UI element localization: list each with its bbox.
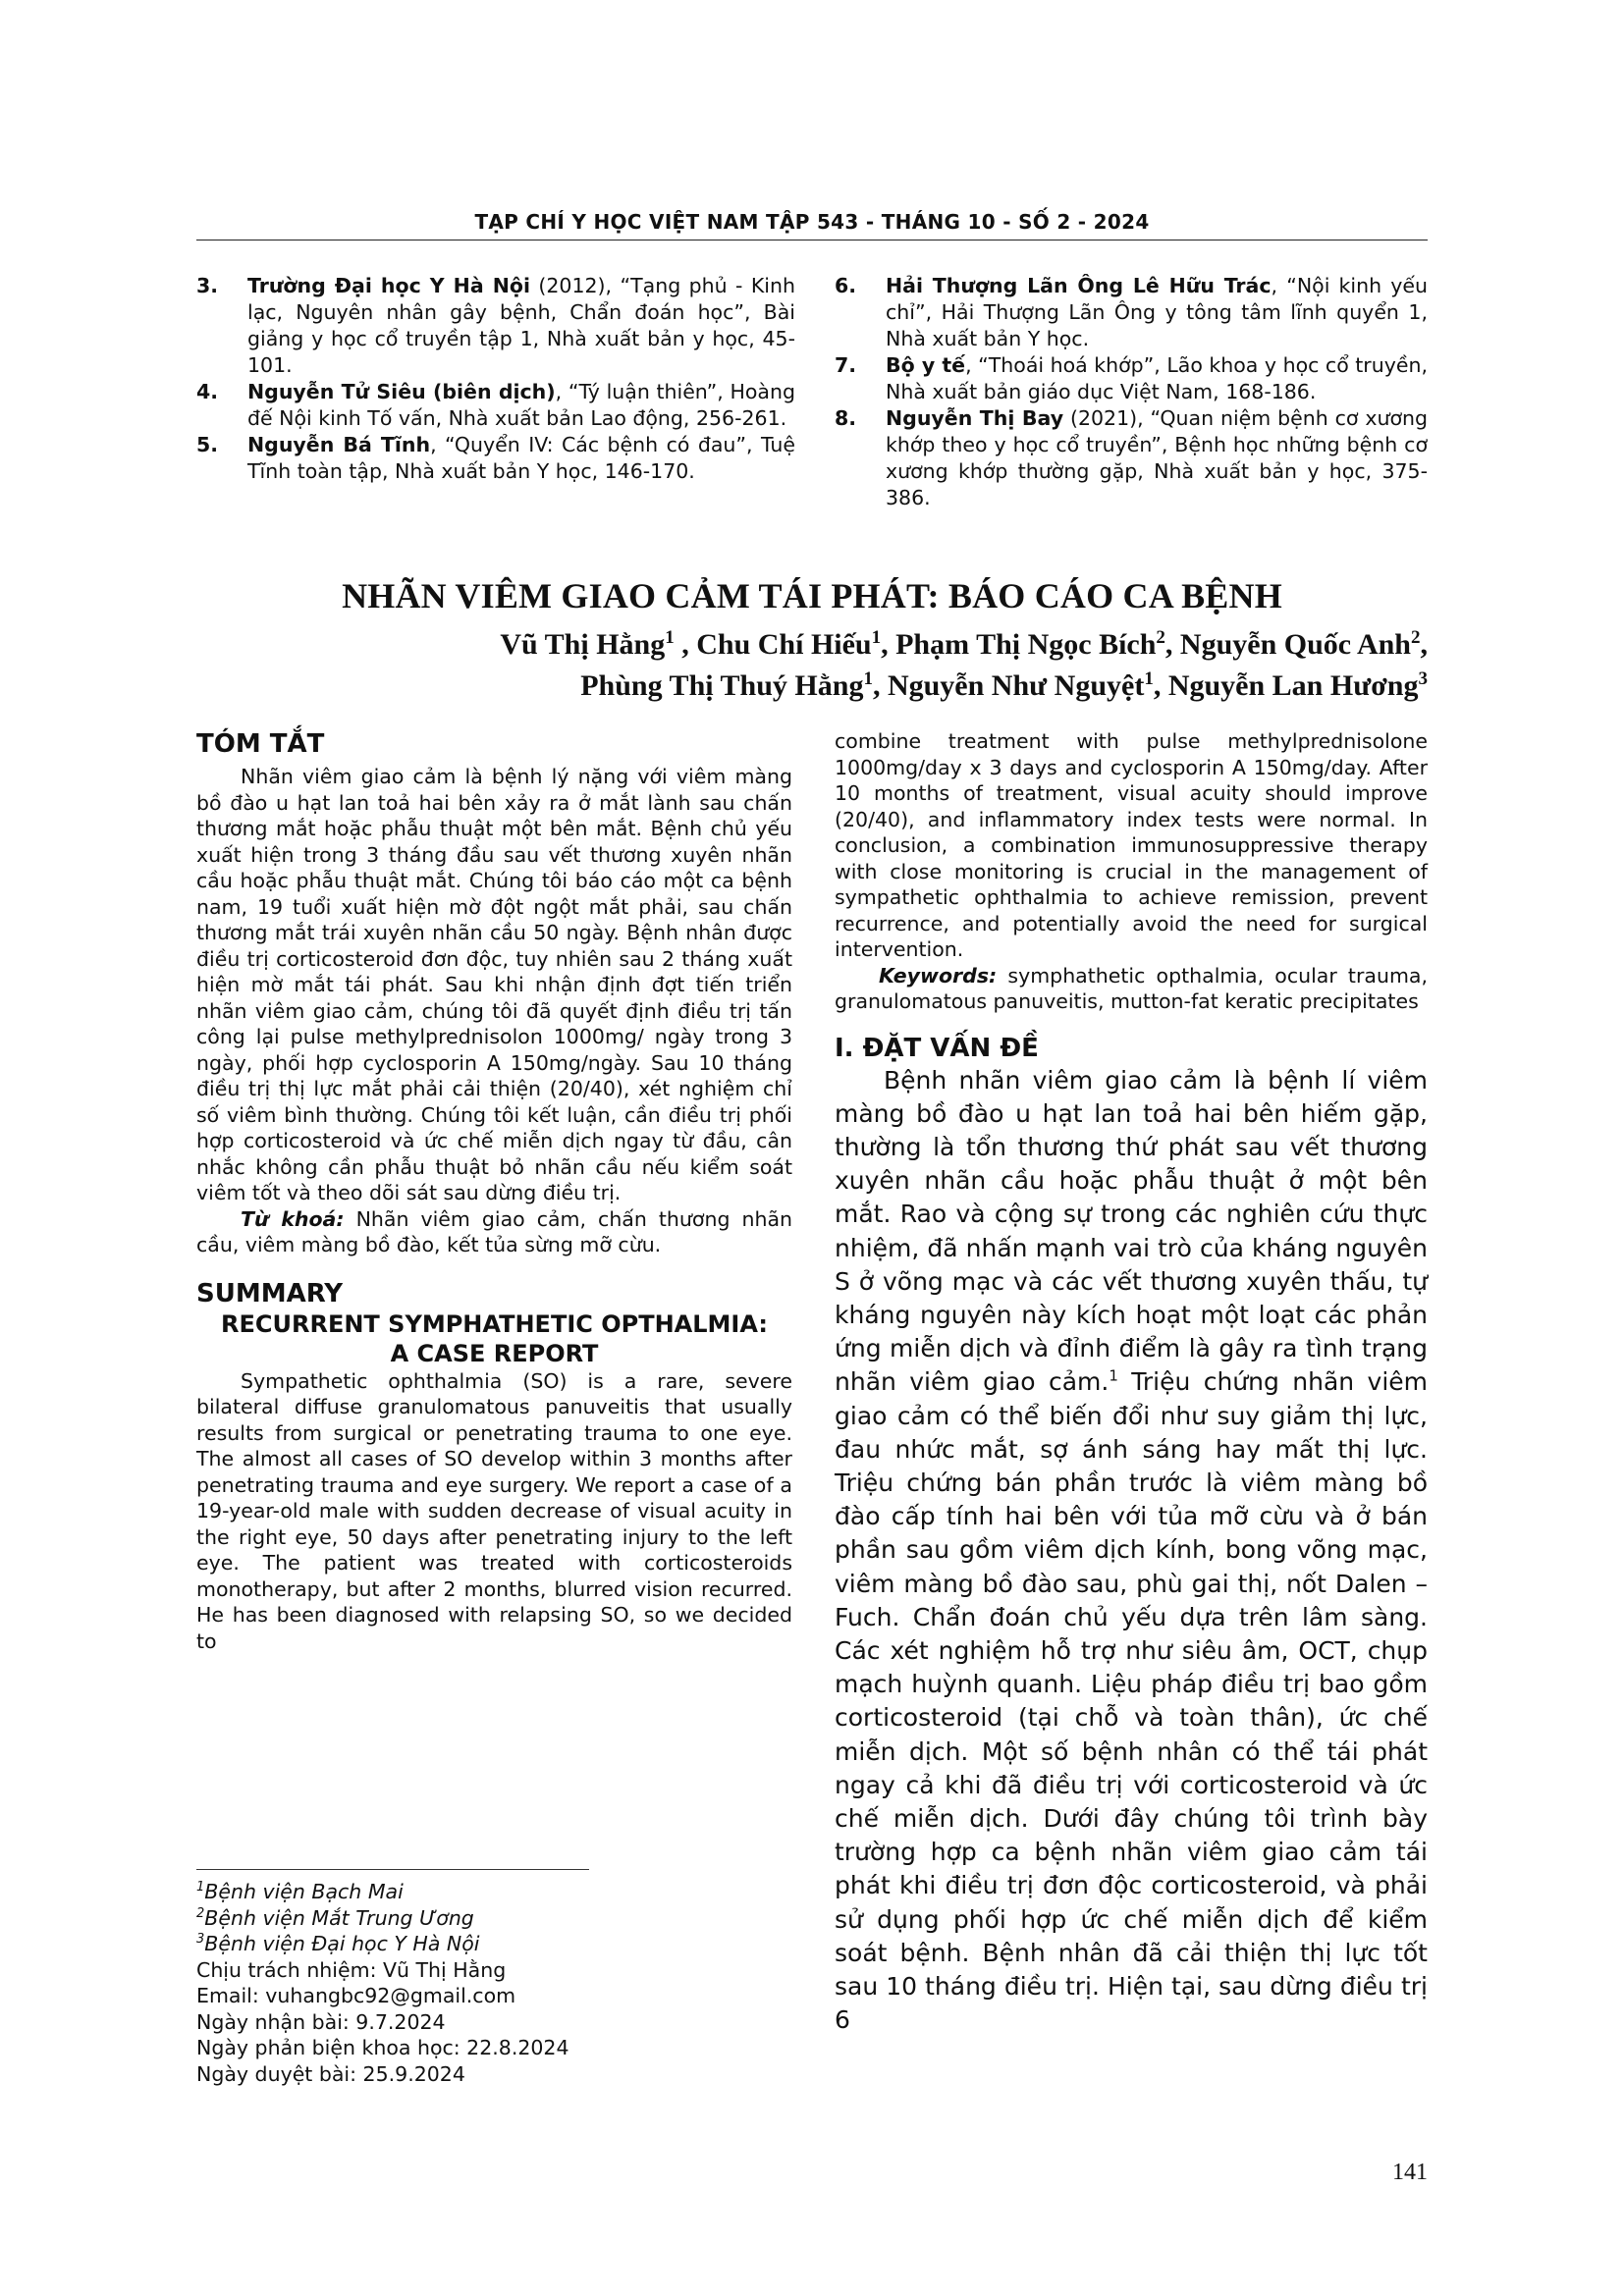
author-affiliation-mark: 3 — [1418, 668, 1428, 689]
author-affiliation-mark: 2 — [1156, 627, 1165, 648]
author-affiliation-mark: 2 — [1411, 627, 1421, 648]
reference-number: 6. — [835, 274, 857, 297]
affiliation — [196, 1905, 785, 1932]
author-name: Phùng Thị Thuý Hằng — [580, 669, 864, 702]
author-name: Nguyễn Như Nguyệt — [887, 669, 1145, 702]
reference-number: 3. — [196, 274, 219, 297]
reference-author: Trường Đại học Y Hà Nội — [247, 274, 530, 297]
reference-item — [835, 273, 1428, 352]
tom-tat-keywords — [196, 1206, 792, 1258]
summary-title-line-1: RECURRENT SYMPHATHETIC OPTHALMIA: — [221, 1309, 768, 1338]
author-affiliation-mark: 1 — [665, 627, 675, 648]
reference-author: Nguyễn Bá Tĩnh — [247, 433, 431, 456]
running-header: TẠP CHÍ Y HỌC VIỆT NAM TẬP 543 - THÁNG 10 - SỐ 2 - 2024 — [474, 210, 1150, 234]
reference-text: (2021), “Quan niệm bệnh cơ xương khớp theo y học cổ truyền”, Bệnh học những bệnh cơ xương khớp thường gặp, Nhà xuất bản y học, 375-386. — [886, 406, 1428, 509]
author-affiliation-mark: 1 — [863, 668, 873, 689]
author-separator: , — [872, 669, 888, 702]
reference-item — [196, 273, 795, 379]
received-date: Ngày nhận bài: 9.7.2024 — [196, 2009, 446, 2034]
affiliation — [196, 1931, 785, 1957]
tom-tat-body: Nhãn viêm giao cảm là bệnh lý nặng với viêm màng bồ đào u hạt lan toả hai bên xảy ra ở mắt lành sau chấn thương mắt hoặc phẫu thuật một bên mắt. Bệnh chủ yếu xuất hiện trong 3 tháng đầu sau vết thương xuyên nhãn cầu hoặc phẫu thuật mắt. Chúng tôi báo cáo một ca bệnh nam, 19 tuổi xuất hiện mờ đột ngột mắt phải, sau chấn thương mắt trái xuyên nhãn cầu 50 ngày. Bệnh nhân được điều trị corticosteroid đơn độc, tuy nhiên sau 2 tháng xuất hiện mờ mắt tái phát. Sau khi nhận định đợt tiến triển nhãn viêm giao cảm, chúng tôi đã quyết định điều trị tấn công lại pulse methylprednisolon 1000mg/ ngày trong 3 ngày, phối hợp cyclosporin A 150mg/ngày. Sau 10 tháng điều trị thị lực mắt phải cải thiện (20/40), xét nghiệm chỉ số viêm bình thường. Chúng tôi kết luận, cần điều trị phối hợp corticosteroid và ức chế miễn dịch ngay từ đầu, cân nhắc không cần phẫu thuật bỏ nhãn cầu nếu kiểm soát viêm tốt và theo dõi sát sau dừng điều trị. — [196, 765, 792, 1204]
footnotes — [196, 1879, 785, 2087]
reference-item — [835, 352, 1428, 405]
review-date: Ngày phản biện khoa học: 22.8.2024 — [196, 2036, 569, 2059]
page-number: 141 — [1392, 2160, 1428, 2185]
tom-tat-heading: TÓM TẮT — [196, 729, 325, 759]
author-name: Phạm Thị Ngọc Bích — [895, 628, 1157, 661]
affiliation-mark: 3 — [196, 1932, 205, 1948]
affiliation — [196, 1879, 785, 1905]
keywords-label: Từ khoá: — [241, 1206, 345, 1231]
references-left — [196, 273, 795, 485]
summary-heading: SUMMARY — [196, 1278, 344, 1308]
author-line-2 — [196, 669, 1428, 703]
reference-number: 8. — [835, 406, 857, 430]
references-right — [835, 273, 1428, 511]
author-line-1 — [196, 628, 1428, 662]
summary-body-left: Sympathetic ophthalmia (SO) is a rare, severe bilateral diffuse granulomatous panuveitis that usually results from surgical or penetrating trauma to one eye. The almost all cases of SO develop within 3 months after penetrating trauma and eye surgery. We report a case of a 19-year-old male with sudden decrease of visual acuity in the right eye, 50 days after penetrating injury to the left eye. The patient was treated with corticosteroids monotherapy, but after 2 months, blurred vision recurred. He has been diagnosed with relapsing SO, so we decided to — [196, 1368, 792, 1653]
author-affiliation-mark: 1 — [1144, 668, 1154, 689]
author-name: Vũ Thị Hằng — [500, 628, 666, 661]
keywords-text: Nhãn viêm giao cảm, chấn thương nhãn cầu, viêm màng bồ đào, kết tủa sừng mỡ cừu. — [196, 1206, 793, 1256]
author-name: Chu Chí Hiếu — [696, 628, 872, 661]
reference-text: , “Tý luận thiên”, Hoàng đế Nội kinh Tố vấn, Nhà xuất bản Lao động, 256-261. — [247, 380, 795, 430]
reference-text: , “Quyển IV: Các bệnh có đau”, Tuệ Tĩnh toàn tập, Nhà xuất bản Y học, 146-170. — [247, 433, 795, 483]
reference-number: 4. — [196, 380, 219, 403]
section-1-text: Triệu chứng nhãn viêm giao cảm có thể biến đổi như suy giảm thị lực, đau nhức mắt, sợ ánh sáng hay mất thị lực. Triệu chứng bán phần trước là viêm màng bồ đào cấp tính hai bên với tủa mỡ cừu và ở bán phần sau gồm viêm dịch kính, bong võng mạc, viêm màng bồ đào sau, phù gai thị, nốt Dalen – Fuch. Chẩn đoán chủ yếu dựa trên lâm sàng. Các xét nghiệm hỗ trợ như siêu âm, OCT, chụp mạch huỳnh quanh. Liệu pháp điều trị bao gồm corticosteroid (tại chỗ và toàn thân), ức chế miễn dịch. Một số bệnh nhân có thể tái phát ngay cả khi đã điều trị với corticosteroid và ức chế miễn dịch. Dưới đây chúng tôi trình bày trường hợp ca bệnh nhãn viêm giao cảm tái phát khi điều trị đơn độc corticosteroid, và phải sử dụng phối hợp ức chế miễn dịch để kiểm soát bệnh. Bệnh nhân đã cải thiện thị lực tốt sau 10 tháng điều trị. Hiện tại, sau dừng điều trị 6 — [835, 1367, 1428, 2035]
responsible-author: Chịu trách nhiệm: Vũ Thị Hằng — [196, 1957, 507, 1982]
reference-number: 7. — [835, 353, 857, 377]
affiliation-mark: 1 — [196, 1880, 205, 1896]
footnote-rule — [196, 1869, 589, 1870]
reference-author: Hải Thượng Lãn Ông Lê Hữu Trác — [886, 274, 1272, 297]
summary-body-right: combine treatment with pulse methylprednisolone 1000mg/day x 3 days and cyclosporin A 150mg/day. After 10 months of treatment, visual acuity should improve (20/40), and inflammatory index tests were normal. In conclusion, a combination immunosuppressive therapy with close monitoring is crucial in the management of sympathetic ophthalmia to achieve remission, prevent recurrence, and potentially avoid the need for surgical intervention. — [835, 729, 1428, 961]
accepted-date: Ngày duyệt bài: 25.9.2024 — [196, 2061, 465, 2086]
reference-item — [835, 405, 1428, 511]
affiliation-text: Bệnh viện Bạch Mai — [204, 1880, 404, 1903]
reference-author: Nguyễn Thị Bay — [886, 406, 1064, 430]
contact-email: Email: vuhangbc92@gmail.com — [196, 1984, 516, 2007]
keywords-text: symphathetic opthalmia, ocular trauma, granulomatous panuveitis, mutton-fat keratic precipitates — [835, 963, 1428, 1013]
reference-author: Bộ y tế — [886, 353, 966, 377]
reference-item — [196, 432, 795, 485]
author-separator: , — [1153, 669, 1168, 702]
citation-mark: 1 — [1109, 1367, 1118, 1385]
reference-item — [196, 379, 795, 432]
reference-number: 5. — [196, 433, 219, 456]
author-affiliation-mark: 1 — [871, 627, 882, 648]
section-1-body — [835, 1064, 1428, 2038]
reference-text: , “Nội kinh yếu chỉ”, Hải Thượng Lãn Ông y tông tâm lĩnh quyển 1, Nhà xuất bản Y học. — [886, 274, 1428, 350]
reference-text: , “Thoái hoá khớp”, Lão khoa y học cổ truyền, Nhà xuất bản giáo dục Việt Nam, 168-186. — [886, 353, 1428, 403]
section-1-heading: I. ĐẶT VẤN ĐỀ — [835, 1033, 1039, 1063]
author-separator: , — [1420, 628, 1428, 661]
article-title: NHÃN VIÊM GIAO CẢM TÁI PHÁT: BÁO CÁO CA BỆNH — [342, 576, 1282, 615]
author-name: Nguyễn Quốc Anh — [1179, 628, 1411, 661]
affiliation-text: Bệnh viện Đại học Y Hà Nội — [204, 1932, 480, 1955]
right-column — [835, 728, 1428, 2037]
keywords-label: Keywords: — [879, 963, 998, 988]
author-separator: , — [674, 628, 697, 661]
author-name: Nguyễn Lan Hương — [1167, 669, 1419, 702]
summary-title-line-2: A CASE REPORT — [390, 1339, 599, 1367]
author-separator: , — [1164, 628, 1180, 661]
section-1-text: Bệnh nhãn viêm giao cảm là bệnh lí viêm màng bồ đào u hạt lan toả hai bên hiếm gặp, thường là tổn thương thứ phát sau vết thương xuyên nhãn cầu hoặc phẫu thuật ở một bên mắt. Rao và cộng sự trong các nghiên cứu thực nhiệm, đã nhấn mạnh vai trò của kháng nguyên S ở võng mạc và các vết thương xuyên thấu, tự kháng nguyên này kích hoạt một loạt các phản ứng miễn dịch và đỉnh điểm là gây ra tình trạng nhãn viêm giao cảm. — [835, 1065, 1428, 1397]
affiliation-mark: 2 — [196, 1905, 205, 1921]
reference-text: (2012), “Tạng phủ - Kinh lạc, Nguyên nhân gây bệnh, Chẩn đoán học”, Bài giảng y học cổ truyền tập 1, Nhà xuất bản y học, 45-101. — [247, 274, 795, 377]
author-separator: , — [881, 628, 896, 661]
summary-keywords — [835, 963, 1428, 1015]
reference-author: Nguyễn Tử Siêu (biên dịch) — [247, 380, 556, 403]
affiliation-text: Bệnh viện Mắt Trung Ương — [204, 1905, 474, 1930]
left-column — [196, 728, 792, 1654]
